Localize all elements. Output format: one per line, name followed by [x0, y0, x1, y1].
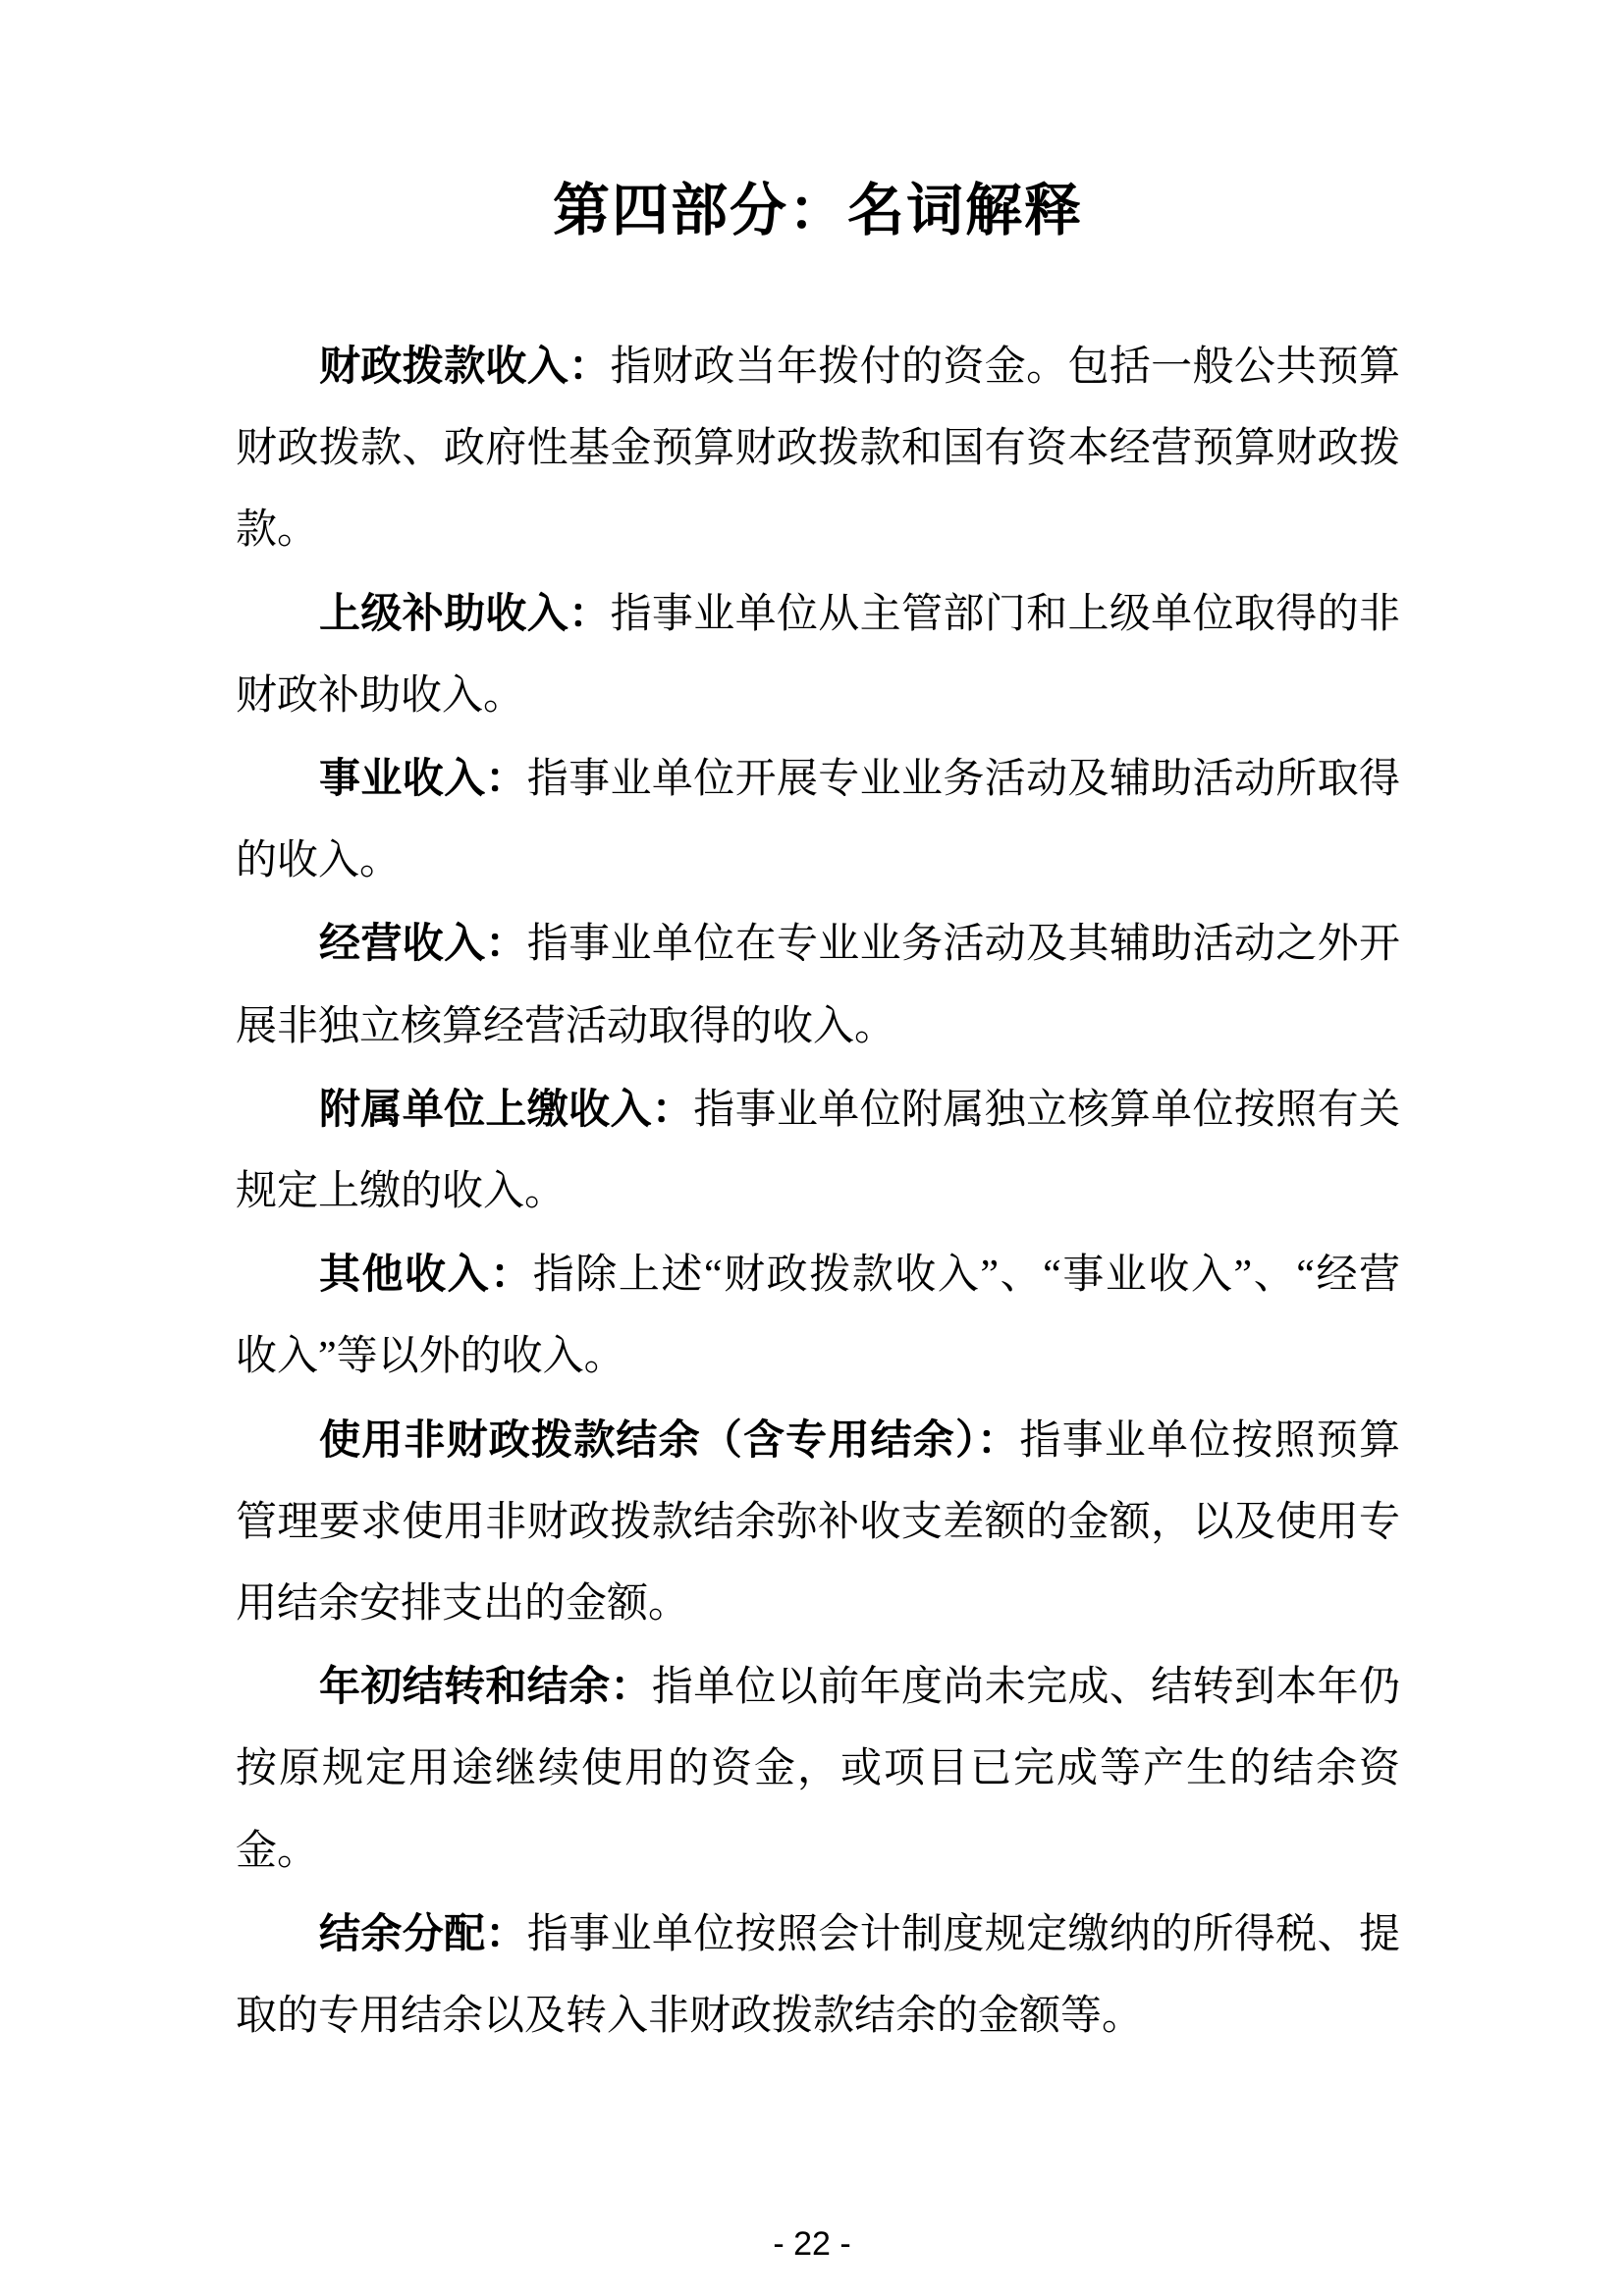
- term-label: 财政拨款收入：: [319, 343, 611, 389]
- term-label: 其他收入：: [319, 1251, 533, 1298]
- term-paragraph: [236, 902, 1400, 1067]
- page-number: - 22 -: [773, 2225, 851, 2263]
- term-label: 事业收入：: [319, 755, 527, 802]
- term-paragraph: [236, 1893, 1400, 2057]
- glossary-body: [236, 325, 1400, 2057]
- term-paragraph: [236, 1233, 1400, 1398]
- term-label: 经营收入：: [319, 920, 527, 967]
- term-label: 上级补助收入：: [319, 589, 611, 636]
- term-definition: 指财政当年拨付的资金。包括一般公共预算财政拨款、政府性基金预算财政拨款和国有资本经营预算财政拨款。: [236, 345, 1400, 554]
- term-paragraph: [236, 1068, 1400, 1233]
- term-label: 使用非财政拨款结余（含专用结余）：: [319, 1415, 1020, 1463]
- term-paragraph: [236, 572, 1400, 737]
- term-paragraph: [236, 737, 1400, 902]
- term-paragraph: [236, 325, 1400, 572]
- document-page: [236, 0, 1400, 2057]
- term-paragraph: [236, 1399, 1400, 1646]
- term-label: 结余分配：: [319, 1909, 527, 1956]
- term-definition: 指单位以前年度尚未完成、结转到本年仍按原规定用途继续使用的资金，或项目已完成等产生的结余资金。: [236, 1665, 1400, 1874]
- term-definition: 指除上述“财政拨款收入”、“事业收入”、“经营收入”等以外的收入。: [236, 1253, 1400, 1380]
- term-definition: 指事业单位从主管部门和上级单位取得的非财政补助收入。: [236, 591, 1400, 719]
- term-label: 附属单位上缴收入：: [319, 1085, 694, 1132]
- page-title: 第四部分：名词解释: [552, 179, 1083, 242]
- term-label: 年初结转和结余：: [319, 1663, 652, 1710]
- term-definition: 指事业单位按照预算管理要求使用非财政拨款结余弥补收支差额的金额，以及使用专用结余安排支出的金额。: [236, 1417, 1400, 1628]
- term-definition: 指事业单位按照会计制度规定缴纳的所得税、提取的专用结余以及转入非财政拨款结余的金额等。: [236, 1911, 1400, 2040]
- term-definition: 指事业单位开展专业业务活动及辅助活动所取得的收入。: [236, 757, 1400, 884]
- term-paragraph: [236, 1645, 1400, 1893]
- term-definition: 指事业单位在专业业务活动及其辅助活动之外开展非独立核算经营活动取得的收入。: [236, 922, 1400, 1049]
- term-definition: 指事业单位附属独立核算单位按照有关规定上缴的收入。: [236, 1087, 1400, 1215]
